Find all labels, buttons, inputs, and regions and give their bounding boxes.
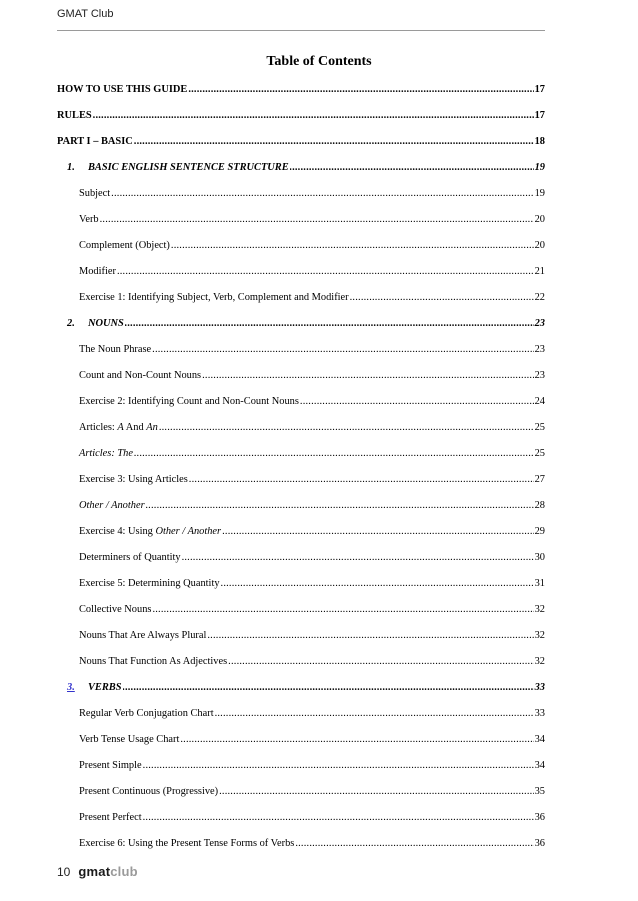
toc-entry-exercise-3[interactable]	[79, 470, 545, 486]
toc-entry-exercise-5[interactable]	[79, 574, 545, 590]
toc-page-number: 17	[534, 84, 545, 95]
leader-dots	[222, 526, 534, 538]
toc-entry-title: Exercise 5: Determining Quantity	[79, 578, 220, 589]
toc-entry-title: Verb	[79, 214, 99, 225]
toc-entry-title: Exercise 2: Identifying Count and Non-Count Nouns	[79, 396, 299, 407]
logo-text-gmat: gmat	[78, 864, 111, 879]
toc-entry-title: Verb Tense Usage Chart	[79, 734, 180, 745]
toc-page-number: 36	[534, 812, 545, 823]
toc-entry-other-another[interactable]	[79, 496, 545, 512]
toc-entry-subject[interactable]	[79, 184, 545, 200]
leader-dots	[188, 84, 533, 96]
toc-entry-title: Determiners of Quantity	[79, 552, 181, 563]
toc-page-number: 23	[534, 318, 545, 329]
leader-dots	[295, 838, 533, 850]
toc-page-number: 25	[534, 448, 545, 459]
leader-dots	[93, 110, 534, 122]
leader-dots	[143, 812, 534, 824]
toc-entry-title: Count and Non-Count Nouns	[79, 370, 202, 381]
toc-page-number: 27	[534, 474, 545, 485]
toc-entry-title: HOW TO USE THIS GUIDE	[57, 84, 188, 95]
leader-dots	[290, 162, 534, 174]
leader-dots	[221, 578, 534, 590]
leader-dots	[134, 136, 534, 148]
leader-dots	[189, 474, 534, 486]
toc-page-number: 25	[534, 422, 545, 433]
leader-dots	[350, 292, 534, 304]
leader-dots	[123, 682, 534, 694]
toc-entry-title: The Noun Phrase	[79, 344, 152, 355]
chapter-number: 1.	[67, 162, 75, 173]
header-divider	[57, 30, 545, 31]
toc-entry-determiners[interactable]	[79, 548, 545, 564]
toc-entry-exercise-6[interactable]	[79, 834, 545, 850]
toc-entry-title	[79, 422, 158, 434]
toc-entry-exercise-2[interactable]	[79, 392, 545, 408]
toc-page-number: 33	[534, 708, 545, 719]
toc-entry-nouns-as-adjectives[interactable]	[79, 652, 545, 668]
leader-dots	[202, 370, 534, 382]
toc-page-number: 28	[534, 500, 545, 511]
chapter-number: 2.	[67, 318, 75, 329]
toc-entry-title: Present Continuous (Progressive)	[79, 786, 219, 797]
leader-dots	[300, 396, 534, 408]
toc-entry-regular-verb-chart[interactable]	[79, 704, 545, 720]
leader-dots	[125, 318, 534, 330]
leader-dots	[215, 708, 534, 720]
leader-dots	[228, 656, 533, 668]
toc-entry-verb-tense-chart[interactable]	[79, 730, 545, 746]
toc-page-number: 33	[534, 682, 545, 693]
toc-entry-exercise-1[interactable]	[79, 288, 545, 304]
toc-entry-verb[interactable]	[79, 210, 545, 226]
toc-entry-modifier[interactable]	[79, 262, 545, 278]
leader-dots	[143, 760, 534, 772]
toc-page-number: 30	[534, 552, 545, 563]
text-segment-italic: Other / Another	[155, 526, 222, 537]
toc-entry-title: PART I – BASIC	[57, 136, 133, 147]
leader-dots	[207, 630, 533, 642]
page-footer	[57, 864, 138, 879]
leader-dots	[152, 604, 533, 616]
text-segment: Articles:	[79, 422, 118, 433]
toc-entry-articles-the[interactable]	[79, 444, 545, 460]
toc-page-number: 19	[534, 188, 545, 199]
text-segment-italic: A	[117, 422, 124, 433]
toc-entry-title: Exercise 6: Using the Present Tense Forms of Verbs	[79, 838, 295, 849]
toc-entry-title: Present Simple	[79, 760, 142, 771]
leader-dots	[180, 734, 533, 746]
toc-entry-title: BASIC ENGLISH SENTENCE STRUCTURE	[88, 162, 289, 173]
toc-page-number: 36	[534, 838, 545, 849]
toc-entry-complement[interactable]	[79, 236, 545, 252]
toc-entry-title: Subject	[79, 188, 111, 199]
toc-entry-title: Exercise 1: Identifying Subject, Verb, Complement and Modifier	[79, 292, 349, 303]
leader-dots	[182, 552, 534, 564]
toc-page-number: 32	[534, 630, 545, 641]
toc-entry-title: Nouns That Are Always Plural	[79, 630, 207, 641]
leader-dots	[111, 188, 533, 200]
toc-page-number: 35	[534, 786, 545, 797]
leader-dots	[152, 344, 533, 356]
toc-entry-title: Exercise 3: Using Articles	[79, 474, 188, 485]
toc-entry-title: Regular Verb Conjugation Chart	[79, 708, 214, 719]
toc-entry-title: VERBS	[88, 682, 122, 693]
toc-chapter-1[interactable]	[67, 158, 545, 174]
leader-dots	[219, 786, 534, 798]
leader-dots	[171, 240, 534, 252]
text-segment: Exercise 4: Using	[79, 526, 156, 537]
toc-page-number: 34	[534, 760, 545, 771]
toc-entry-present-simple[interactable]	[79, 756, 545, 772]
toc-entry-title: Present Perfect	[79, 812, 142, 823]
leader-dots	[100, 214, 534, 226]
toc-page-number: 18	[534, 136, 545, 147]
leader-dots	[134, 448, 534, 460]
toc-page-number: 34	[534, 734, 545, 745]
toc-page-number: 29	[534, 526, 545, 537]
toc-entry-rules[interactable]	[57, 106, 545, 122]
toc-entry-title: Other / Another	[79, 500, 145, 511]
gmatclub-logo	[78, 864, 137, 879]
toc-entry-title: Articles: The	[79, 448, 133, 459]
toc-entry-title	[79, 526, 221, 538]
footer-page-number: 10	[57, 865, 71, 879]
toc-entry-part-1[interactable]	[57, 132, 545, 148]
toc-entry-title: RULES	[57, 110, 92, 121]
toc-page-number: 20	[534, 240, 545, 251]
toc-entry-collective-nouns[interactable]	[79, 600, 545, 616]
chapter-number-link[interactable]: 3.	[67, 682, 75, 693]
toc-entry-plural-nouns[interactable]	[79, 626, 545, 642]
logo-text-club: club	[110, 864, 138, 879]
page-title: Table of Contents	[266, 54, 372, 69]
leader-dots	[146, 500, 534, 512]
toc-page-number: 22	[534, 292, 545, 303]
toc-page-number: 19	[534, 162, 545, 173]
toc-entry-title: NOUNS	[88, 318, 124, 329]
toc-entry-title: Nouns That Function As Adjectives	[79, 656, 228, 667]
toc-entry-articles-a-an[interactable]	[79, 418, 545, 434]
text-segment-italic: An	[146, 422, 158, 433]
toc-page-number: 23	[534, 344, 545, 355]
toc-page-number: 17	[534, 110, 545, 121]
running-header: GMAT Club	[57, 8, 114, 20]
leader-dots	[117, 266, 534, 278]
toc-entry-title: Complement (Object)	[79, 240, 170, 251]
toc-page-number: 32	[534, 656, 545, 667]
toc-entry-exercise-4[interactable]	[79, 522, 545, 538]
toc-page-number: 23	[534, 370, 545, 381]
leader-dots	[159, 422, 534, 434]
toc-entry-noun-phrase[interactable]	[79, 340, 545, 356]
toc-chapter-2[interactable]	[67, 314, 545, 330]
toc-chapter-3[interactable]	[67, 678, 545, 694]
toc-entry-count-noncount[interactable]	[79, 366, 545, 382]
toc-page-number: 20	[534, 214, 545, 225]
toc-page-number: 31	[534, 578, 545, 589]
toc-page-number: 32	[534, 604, 545, 615]
toc-entry-title: Collective Nouns	[79, 604, 152, 615]
toc-entry-how-to-use[interactable]	[57, 80, 545, 96]
toc-page-number: 24	[534, 396, 545, 407]
toc-page-number: 21	[534, 266, 545, 277]
toc-entry-title: Modifier	[79, 266, 116, 277]
toc-entry-present-perfect[interactable]	[79, 808, 545, 824]
toc-entry-present-continuous[interactable]	[79, 782, 545, 798]
text-segment: And	[123, 422, 147, 433]
